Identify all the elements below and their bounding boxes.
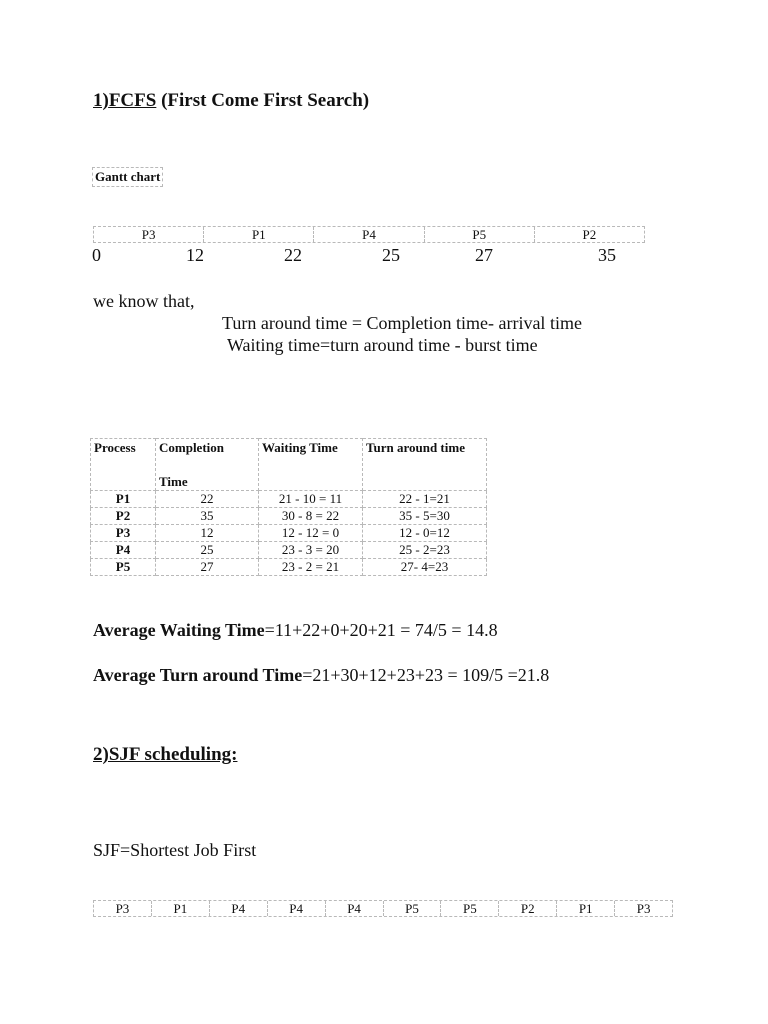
fcfs-heading xyxy=(93,90,369,112)
gantt-time-tick: 0 xyxy=(92,245,101,265)
fcfs-process-table xyxy=(90,438,487,576)
cell-turnaround: 27- 4=23 xyxy=(363,559,487,576)
gantt-time-tick: 25 xyxy=(382,245,400,265)
cell-process: P5 xyxy=(91,559,156,576)
cell-process: P1 xyxy=(91,491,156,508)
table-row xyxy=(91,508,487,525)
gantt-cell: P4 xyxy=(268,901,326,916)
gantt-cell: P4 xyxy=(314,227,424,242)
gantt-time-tick: 12 xyxy=(186,245,204,265)
average-waiting-value: =11+22+0+20+21 = 74/5 = 14.8 xyxy=(264,620,498,640)
col-completion xyxy=(156,439,259,491)
cell-process: P4 xyxy=(91,542,156,559)
col-completion-line2: Time xyxy=(159,474,188,489)
sjf-definition: SJF=Shortest Job First xyxy=(93,840,257,860)
cell-waiting: 23 - 3 = 20 xyxy=(259,542,363,559)
average-waiting-time xyxy=(93,620,498,641)
cell-completion: 25 xyxy=(156,542,259,559)
average-turnaround-time xyxy=(93,665,549,686)
formula-waiting: Waiting time=turn around time - burst time xyxy=(227,335,538,355)
formula-turnaround: Turn around time = Completion time- arrival time xyxy=(222,313,582,333)
gantt-cell: P2 xyxy=(499,901,557,916)
cell-completion: 22 xyxy=(156,491,259,508)
sjf-heading: 2)SJF scheduling: xyxy=(93,744,238,765)
cell-waiting: 21 - 10 = 11 xyxy=(259,491,363,508)
gantt-cell: P4 xyxy=(326,901,384,916)
cell-completion: 12 xyxy=(156,525,259,542)
cell-completion: 27 xyxy=(156,559,259,576)
fcfs-heading-abbr: FCFS xyxy=(108,90,157,111)
cell-waiting: 30 - 8 = 22 xyxy=(259,508,363,525)
sjf-gantt-chart xyxy=(93,900,673,917)
gantt-cell: P3 xyxy=(94,901,152,916)
cell-process: P3 xyxy=(91,525,156,542)
col-completion-line1: Completion xyxy=(159,440,224,455)
cell-waiting: 12 - 12 = 0 xyxy=(259,525,363,542)
gantt-cell: P4 xyxy=(210,901,268,916)
cell-turnaround: 12 - 0=12 xyxy=(363,525,487,542)
gantt-cell: P5 xyxy=(441,901,499,916)
table-row xyxy=(91,525,487,542)
average-turnaround-value: =21+30+12+23+23 = 109/5 =21.8 xyxy=(302,665,550,685)
gantt-chart-label: Gantt chart xyxy=(92,167,163,187)
fcfs-heading-full: (First Come First Search) xyxy=(156,90,370,111)
gantt-time-tick: 22 xyxy=(284,245,302,265)
table-row xyxy=(91,542,487,559)
table-header-row xyxy=(91,439,487,491)
average-waiting-label: Average Waiting Time xyxy=(93,620,265,640)
gantt-cell: P5 xyxy=(384,901,442,916)
gantt-cell: P3 xyxy=(94,227,204,242)
col-turnaround: Turn around time xyxy=(363,439,487,491)
fcfs-heading-number: 1) xyxy=(93,90,109,111)
cell-turnaround: 35 - 5=30 xyxy=(363,508,487,525)
gantt-cell: P2 xyxy=(582,227,597,242)
we-know-that: we know that, xyxy=(93,291,195,311)
gantt-cell: P1 xyxy=(557,901,615,916)
gantt-cell: P3 xyxy=(636,901,651,916)
table-row xyxy=(91,559,487,576)
col-waiting: Waiting Time xyxy=(259,439,363,491)
cell-waiting: 23 - 2 = 21 xyxy=(259,559,363,576)
gantt-cell: P1 xyxy=(152,901,210,916)
cell-process: P2 xyxy=(91,508,156,525)
cell-turnaround: 22 - 1=21 xyxy=(363,491,487,508)
cell-turnaround: 25 - 2=23 xyxy=(363,542,487,559)
average-turnaround-label: Average Turn around Time xyxy=(93,665,303,685)
gantt-cell: P5 xyxy=(425,227,535,242)
gantt-time-tick: 35 xyxy=(598,245,616,265)
fcfs-gantt-chart xyxy=(93,226,645,243)
table-row xyxy=(91,491,487,508)
col-process: Process xyxy=(91,439,156,491)
cell-completion: 35 xyxy=(156,508,259,525)
gantt-cell: P1 xyxy=(204,227,314,242)
gantt-time-tick: 27 xyxy=(475,245,493,265)
